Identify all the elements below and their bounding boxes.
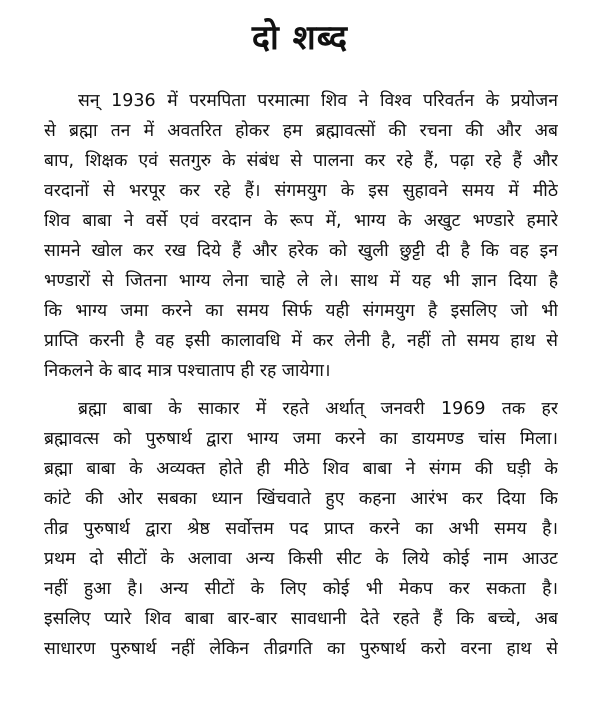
- paragraph-1-line: सन् 1936 में परमपिता परमात्मा शिव ने विश्व परिवर्तन के प्रयोजन: [78, 91, 558, 111]
- page-title: दो शब्द: [251, 18, 349, 58]
- paragraph-1-line: निकलने के बाद मात्र पश्चाताप ही रह जायेगा।: [44, 361, 331, 381]
- paragraph-2-line: ब्रह्मा बाबा के अव्यक्त होते ही मीठे शिव बाबा ने संगम की घड़ी के: [44, 459, 558, 479]
- paragraph-2-line: कांटे की ओर सबका ध्यान खिंचवाते हुए कहना आरंभ कर दिया कि: [44, 489, 558, 509]
- paragraph-2-line: तीव्र पुरुषार्थ द्वारा श्रेष्ठ सर्वोत्तम पद प्राप्त करने का अभी समय है।: [44, 519, 558, 539]
- paragraph-2-line: नहीं हुआ है। अन्य सीटों के लिए कोई भी मेकप कर सकता है।: [44, 579, 558, 599]
- paragraph-1-line: बाप, शिक्षक एवं सतगुरु के संबंध से पालना कर रहे हैं, पढ़ा रहे हैं और: [44, 151, 558, 171]
- paragraph-1-line: से ब्रह्मा तन में अवतरित होकर हम ब्रह्मावत्सों की रचना की और अब: [44, 121, 558, 141]
- paragraph-2-line: प्रथम दो सीटों के अलावा अन्य किसी सीट के लिये कोई नाम आउट: [44, 549, 558, 569]
- paragraph-2-line: ब्रह्मा बाबा के साकार में रहते अर्थात् जनवरी 1969 तक हर: [78, 399, 558, 419]
- paragraph-2-line: साधारण पुरुषार्थ नहीं लेकिन तीव्रगति का पुरुषार्थ करो वरना हाथ से: [44, 639, 558, 659]
- paragraph-1-line: कि भाग्य जमा करने का समय सिर्फ यही संगमयुग है इसलिए जो भी: [44, 301, 558, 321]
- paragraph-1-line: शिव बाबा ने वर्से एवं वरदान के रूप में, भाग्य के अखुट भण्डारे हमारे: [44, 211, 558, 231]
- paragraph-1-line: भण्डारों से जितना भाग्य लेना चाहे ले ले। साथ में यह भी ज्ञान दिया है: [44, 271, 558, 291]
- paragraph-1-line: सामने खोल कर रख दिये हैं और हरेक को खुली छुट्टी दी है कि वह इन: [44, 241, 558, 261]
- paragraph-2-line: इसलिए प्यारे शिव बाबा बार-बार सावधानी देते रहते हैं कि बच्चे, अब: [44, 609, 558, 629]
- paragraph-1-line: प्राप्ति करनी है वह इसी कालावधि में कर लेनी है, नहीं तो समय हाथ से: [44, 331, 558, 351]
- paragraph-1-line: वरदानों से भरपूर कर रहे हैं। संगमयुग के इस सुहावने समय में मीठे: [44, 181, 558, 201]
- paragraph-2-line: ब्रह्मावत्स को पुरुषार्थ द्वारा भाग्य जमा करने का डायमण्ड चांस मिला।: [44, 429, 558, 449]
